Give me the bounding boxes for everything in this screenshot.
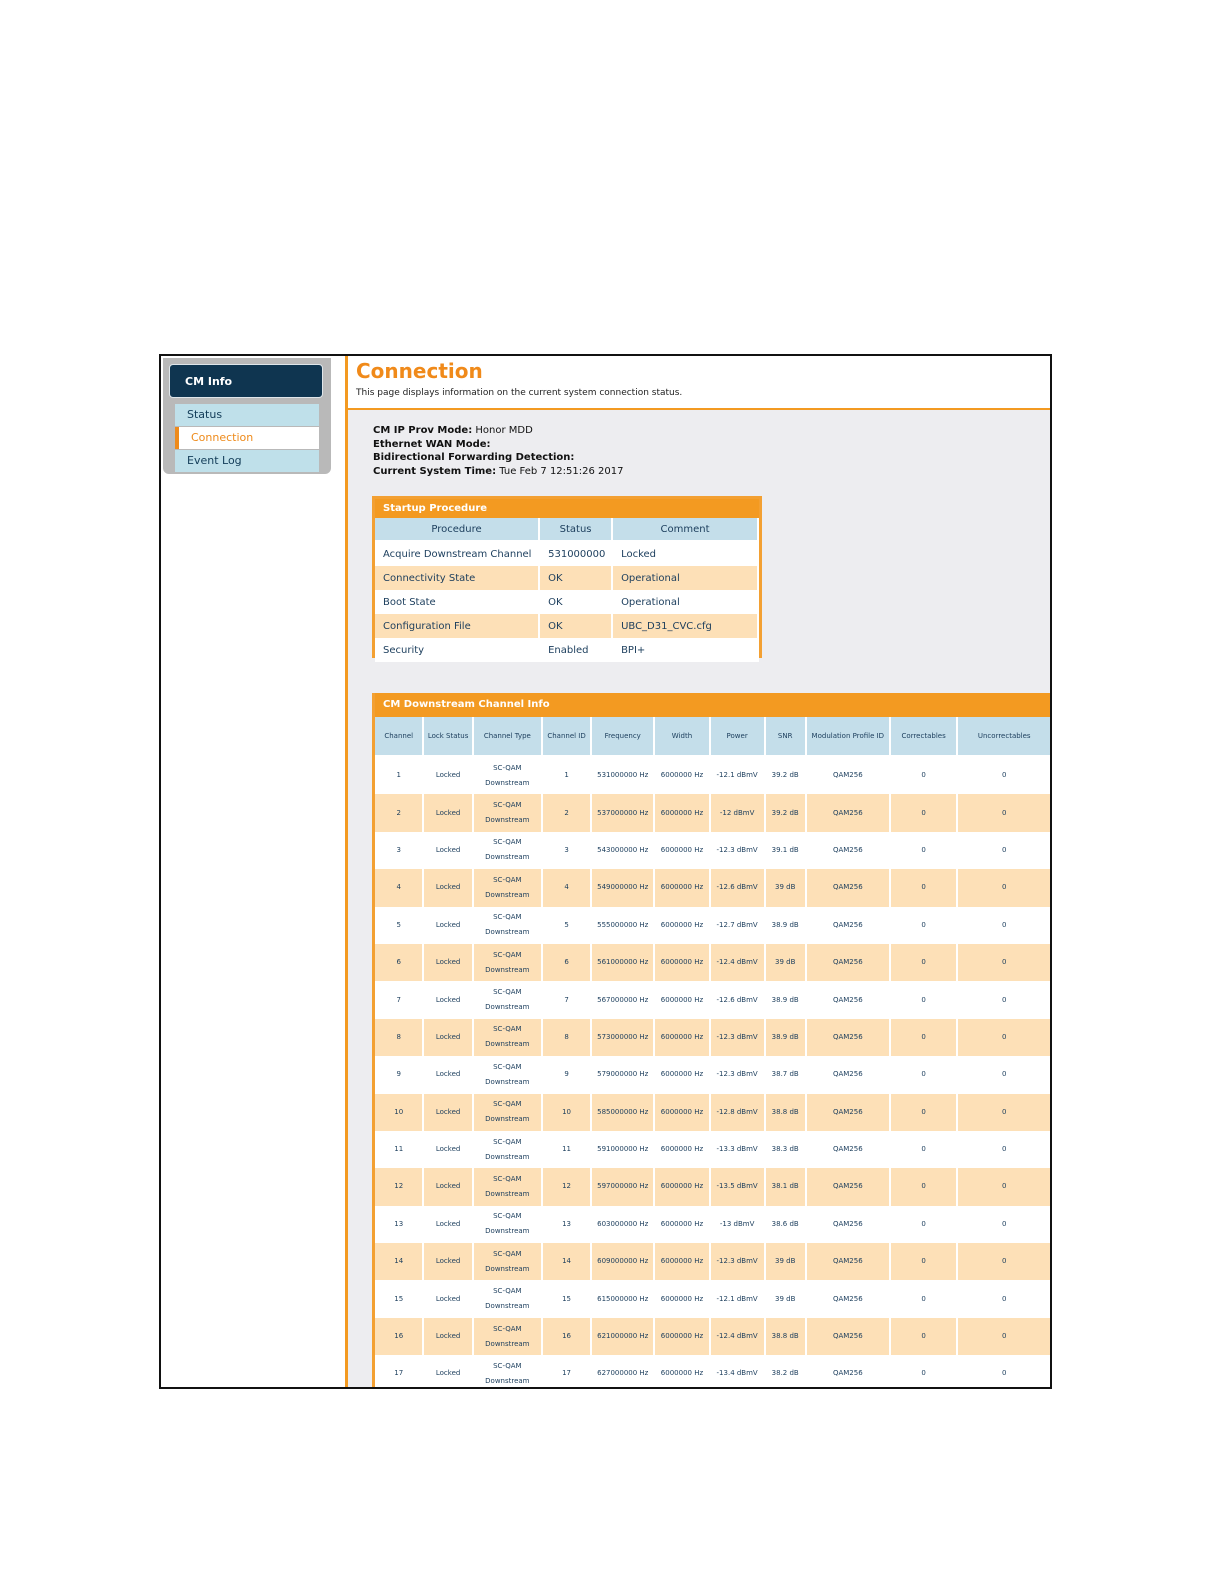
downstream-cell-channel: 8 bbox=[375, 1019, 424, 1056]
downstream-cell-channel-id: 16 bbox=[543, 1318, 592, 1355]
downstream-cell-lock-status: Locked bbox=[424, 794, 473, 831]
downstream-header-row bbox=[375, 717, 1052, 757]
downstream-cell-channel: 3 bbox=[375, 832, 424, 869]
downstream-cell-width: 6000000 Hz bbox=[655, 944, 711, 981]
downstream-cell-snr: 39 dB bbox=[766, 1280, 807, 1317]
sidebar-item-status[interactable]: Status bbox=[175, 404, 319, 426]
downstream-cell-channel-type: SC-QAM Downstream bbox=[474, 1056, 543, 1093]
downstream-cell-frequency: 573000000 Hz bbox=[592, 1019, 655, 1056]
downstream-cell-snr: 39 dB bbox=[766, 869, 807, 906]
downstream-cell-channel-id: 2 bbox=[543, 794, 592, 831]
downstream-cell-power: -12.6 dBmV bbox=[711, 869, 766, 906]
downstream-cell-snr: 39 dB bbox=[766, 1243, 807, 1280]
downstream-cell-power: -12.4 dBmV bbox=[711, 944, 766, 981]
downstream-channel-title: CM Downstream Channel Info bbox=[375, 693, 1052, 717]
downstream-cell-snr: 39 dB bbox=[766, 944, 807, 981]
downstream-cell-frequency: 585000000 Hz bbox=[592, 1094, 655, 1131]
downstream-cell-channel-type: SC-QAM Downstream bbox=[474, 1318, 543, 1355]
downstream-cell-power: -12.1 dBmV bbox=[711, 1280, 766, 1317]
system-info bbox=[373, 424, 624, 478]
downstream-cell-width: 6000000 Hz bbox=[655, 1280, 711, 1317]
downstream-cell-channel-type: SC-QAM Downstream bbox=[474, 907, 543, 944]
prov-mode-label: CM IP Prov Mode: bbox=[373, 425, 473, 436]
downstream-cell-modulation-profile: QAM256 bbox=[807, 1131, 891, 1168]
downstream-cell-channel: 12 bbox=[375, 1168, 424, 1205]
downstream-cell-lock-status: Locked bbox=[424, 1355, 473, 1389]
downstream-cell-width: 6000000 Hz bbox=[655, 1056, 711, 1093]
page-description: This page displays information on the current system connection status. bbox=[356, 388, 683, 398]
downstream-cell-width: 6000000 Hz bbox=[655, 1206, 711, 1243]
downstream-cell-snr: 38.2 dB bbox=[766, 1355, 807, 1389]
startup-procedure-panel bbox=[372, 496, 762, 658]
downstream-cell-channel-type: SC-QAM Downstream bbox=[474, 1094, 543, 1131]
downstream-cell-lock-status: Locked bbox=[424, 1131, 473, 1168]
downstream-cell-power: -12.1 dBmV bbox=[711, 757, 766, 794]
downstream-cell-uncorrectables: 0 bbox=[958, 1243, 1052, 1280]
downstream-cell-channel-type: SC-QAM Downstream bbox=[474, 944, 543, 981]
downstream-cell-uncorrectables: 0 bbox=[958, 757, 1052, 794]
downstream-cell-channel: 4 bbox=[375, 869, 424, 906]
downstream-cell-modulation-profile: QAM256 bbox=[807, 1206, 891, 1243]
downstream-row bbox=[375, 832, 1052, 869]
startup-cell-status: OK bbox=[540, 566, 613, 590]
downstream-cell-modulation-profile: QAM256 bbox=[807, 1318, 891, 1355]
downstream-cell-channel: 11 bbox=[375, 1131, 424, 1168]
startup-cell-comment: Locked bbox=[613, 542, 759, 566]
downstream-cell-uncorrectables: 0 bbox=[958, 1280, 1052, 1317]
downstream-col-channel-type: Channel Type bbox=[474, 717, 543, 757]
downstream-row bbox=[375, 1056, 1052, 1093]
downstream-row bbox=[375, 1168, 1052, 1205]
downstream-cell-channel: 13 bbox=[375, 1206, 424, 1243]
downstream-cell-modulation-profile: QAM256 bbox=[807, 1280, 891, 1317]
system-time-label: Current System Time: bbox=[373, 465, 497, 477]
downstream-cell-width: 6000000 Hz bbox=[655, 794, 711, 831]
downstream-cell-modulation-profile: QAM256 bbox=[807, 832, 891, 869]
downstream-cell-channel-type: SC-QAM Downstream bbox=[474, 1243, 543, 1280]
downstream-row bbox=[375, 757, 1052, 794]
downstream-row bbox=[375, 907, 1052, 944]
startup-cell-comment: UBC_D31_CVC.cfg bbox=[613, 614, 759, 638]
downstream-cell-width: 6000000 Hz bbox=[655, 832, 711, 869]
downstream-cell-modulation-profile: QAM256 bbox=[807, 794, 891, 831]
downstream-cell-channel-id: 6 bbox=[543, 944, 592, 981]
downstream-cell-channel-id: 1 bbox=[543, 757, 592, 794]
downstream-cell-uncorrectables: 0 bbox=[958, 869, 1052, 906]
startup-cell-comment: Operational bbox=[613, 566, 759, 590]
downstream-cell-correctables: 0 bbox=[891, 1131, 959, 1168]
downstream-cell-channel-id: 17 bbox=[543, 1355, 592, 1389]
downstream-cell-width: 6000000 Hz bbox=[655, 869, 711, 906]
downstream-cell-uncorrectables: 0 bbox=[958, 1131, 1052, 1168]
downstream-cell-channel-type: SC-QAM Downstream bbox=[474, 832, 543, 869]
prov-mode-row bbox=[373, 424, 624, 438]
downstream-cell-uncorrectables: 0 bbox=[958, 944, 1052, 981]
downstream-cell-width: 6000000 Hz bbox=[655, 1318, 711, 1355]
downstream-cell-width: 6000000 Hz bbox=[655, 1355, 711, 1389]
downstream-cell-modulation-profile: QAM256 bbox=[807, 1019, 891, 1056]
downstream-cell-channel: 10 bbox=[375, 1094, 424, 1131]
downstream-cell-channel-type: SC-QAM Downstream bbox=[474, 757, 543, 794]
startup-cell-procedure: Security bbox=[375, 638, 540, 662]
downstream-cell-uncorrectables: 0 bbox=[958, 1206, 1052, 1243]
downstream-cell-lock-status: Locked bbox=[424, 944, 473, 981]
prov-mode-value: Honor MDD bbox=[475, 425, 533, 436]
downstream-cell-modulation-profile: QAM256 bbox=[807, 1168, 891, 1205]
downstream-cell-channel-type: SC-QAM Downstream bbox=[474, 1131, 543, 1168]
startup-row bbox=[375, 614, 759, 638]
bfd-row bbox=[373, 451, 624, 465]
sidebar-item-event-log[interactable]: Event Log bbox=[175, 450, 319, 472]
downstream-cell-snr: 38.8 dB bbox=[766, 1094, 807, 1131]
downstream-cell-channel-id: 12 bbox=[543, 1168, 592, 1205]
downstream-cell-lock-status: Locked bbox=[424, 1019, 473, 1056]
downstream-cell-snr: 38.1 dB bbox=[766, 1168, 807, 1205]
downstream-cell-uncorrectables: 0 bbox=[958, 1355, 1052, 1389]
downstream-cell-frequency: 579000000 Hz bbox=[592, 1056, 655, 1093]
downstream-cell-power: -12.3 dBmV bbox=[711, 1019, 766, 1056]
downstream-cell-frequency: 561000000 Hz bbox=[592, 944, 655, 981]
downstream-cell-snr: 38.9 dB bbox=[766, 907, 807, 944]
downstream-cell-channel: 2 bbox=[375, 794, 424, 831]
downstream-cell-channel: 14 bbox=[375, 1243, 424, 1280]
downstream-cell-frequency: 549000000 Hz bbox=[592, 869, 655, 906]
downstream-cell-snr: 38.8 dB bbox=[766, 1318, 807, 1355]
downstream-cell-channel-id: 7 bbox=[543, 981, 592, 1018]
downstream-cell-uncorrectables: 0 bbox=[958, 1094, 1052, 1131]
downstream-cell-correctables: 0 bbox=[891, 1019, 959, 1056]
downstream-cell-lock-status: Locked bbox=[424, 1206, 473, 1243]
downstream-cell-power: -12.3 dBmV bbox=[711, 1243, 766, 1280]
downstream-cell-channel-id: 9 bbox=[543, 1056, 592, 1093]
downstream-cell-uncorrectables: 0 bbox=[958, 1019, 1052, 1056]
startup-cell-procedure: Configuration File bbox=[375, 614, 540, 638]
startup-header-row bbox=[375, 518, 759, 542]
downstream-col-uncorrectables: Uncorrectables bbox=[958, 717, 1052, 757]
startup-procedure-title: Startup Procedure bbox=[375, 499, 759, 518]
sidebar-header: CM Info bbox=[169, 364, 323, 398]
downstream-cell-power: -13 dBmV bbox=[711, 1206, 766, 1243]
startup-row bbox=[375, 542, 759, 566]
downstream-cell-snr: 39.2 dB bbox=[766, 757, 807, 794]
sidebar-item-connection[interactable]: Connection bbox=[175, 427, 319, 449]
downstream-cell-uncorrectables: 0 bbox=[958, 1318, 1052, 1355]
downstream-cell-frequency: 555000000 Hz bbox=[592, 907, 655, 944]
downstream-row bbox=[375, 869, 1052, 906]
downstream-row bbox=[375, 1131, 1052, 1168]
downstream-row bbox=[375, 1206, 1052, 1243]
downstream-cell-correctables: 0 bbox=[891, 981, 959, 1018]
downstream-cell-channel: 7 bbox=[375, 981, 424, 1018]
downstream-cell-frequency: 537000000 Hz bbox=[592, 794, 655, 831]
page-header bbox=[348, 356, 1050, 410]
startup-cell-procedure: Acquire Downstream Channel bbox=[375, 542, 540, 566]
downstream-cell-width: 6000000 Hz bbox=[655, 981, 711, 1018]
downstream-cell-channel-type: SC-QAM Downstream bbox=[474, 794, 543, 831]
downstream-cell-modulation-profile: QAM256 bbox=[807, 1355, 891, 1389]
downstream-row bbox=[375, 1280, 1052, 1317]
downstream-cell-lock-status: Locked bbox=[424, 1243, 473, 1280]
downstream-col-modulation-profile: Modulation Profile ID bbox=[807, 717, 891, 757]
downstream-cell-channel-id: 4 bbox=[543, 869, 592, 906]
downstream-cell-correctables: 0 bbox=[891, 944, 959, 981]
downstream-cell-uncorrectables: 0 bbox=[958, 1056, 1052, 1093]
downstream-cell-modulation-profile: QAM256 bbox=[807, 944, 891, 981]
downstream-cell-channel-type: SC-QAM Downstream bbox=[474, 1019, 543, 1056]
downstream-cell-lock-status: Locked bbox=[424, 1168, 473, 1205]
main-content bbox=[348, 410, 1050, 1387]
downstream-col-lock-status: Lock Status bbox=[424, 717, 473, 757]
downstream-channel-panel bbox=[372, 693, 1052, 1389]
downstream-cell-width: 6000000 Hz bbox=[655, 1168, 711, 1205]
startup-cell-status: Enabled bbox=[540, 638, 613, 662]
downstream-cell-frequency: 543000000 Hz bbox=[592, 832, 655, 869]
downstream-cell-channel: 6 bbox=[375, 944, 424, 981]
startup-cell-status: OK bbox=[540, 590, 613, 614]
downstream-cell-correctables: 0 bbox=[891, 1318, 959, 1355]
startup-cell-comment: Operational bbox=[613, 590, 759, 614]
downstream-col-channel: Channel bbox=[375, 717, 424, 757]
downstream-cell-lock-status: Locked bbox=[424, 907, 473, 944]
downstream-cell-correctables: 0 bbox=[891, 1355, 959, 1389]
startup-cell-status: 531000000 bbox=[540, 542, 613, 566]
downstream-cell-snr: 38.9 dB bbox=[766, 981, 807, 1018]
downstream-cell-width: 6000000 Hz bbox=[655, 907, 711, 944]
downstream-cell-correctables: 0 bbox=[891, 1056, 959, 1093]
downstream-cell-lock-status: Locked bbox=[424, 1094, 473, 1131]
downstream-cell-frequency: 609000000 Hz bbox=[592, 1243, 655, 1280]
downstream-cell-channel: 9 bbox=[375, 1056, 424, 1093]
downstream-cell-channel-id: 11 bbox=[543, 1131, 592, 1168]
downstream-cell-snr: 38.6 dB bbox=[766, 1206, 807, 1243]
downstream-cell-width: 6000000 Hz bbox=[655, 1131, 711, 1168]
downstream-cell-lock-status: Locked bbox=[424, 832, 473, 869]
downstream-cell-power: -12.6 dBmV bbox=[711, 981, 766, 1018]
downstream-cell-correctables: 0 bbox=[891, 1094, 959, 1131]
downstream-cell-frequency: 621000000 Hz bbox=[592, 1318, 655, 1355]
downstream-cell-snr: 38.7 dB bbox=[766, 1056, 807, 1093]
downstream-cell-modulation-profile: QAM256 bbox=[807, 1094, 891, 1131]
downstream-cell-correctables: 0 bbox=[891, 757, 959, 794]
downstream-cell-uncorrectables: 0 bbox=[958, 832, 1052, 869]
downstream-cell-uncorrectables: 0 bbox=[958, 794, 1052, 831]
downstream-cell-correctables: 0 bbox=[891, 907, 959, 944]
downstream-col-power: Power bbox=[711, 717, 766, 757]
downstream-cell-width: 6000000 Hz bbox=[655, 1094, 711, 1131]
downstream-cell-snr: 39.2 dB bbox=[766, 794, 807, 831]
downstream-cell-channel-id: 8 bbox=[543, 1019, 592, 1056]
downstream-cell-snr: 39.1 dB bbox=[766, 832, 807, 869]
downstream-row bbox=[375, 944, 1052, 981]
downstream-row bbox=[375, 1355, 1052, 1389]
downstream-cell-frequency: 615000000 Hz bbox=[592, 1280, 655, 1317]
downstream-cell-channel: 15 bbox=[375, 1280, 424, 1317]
downstream-cell-frequency: 531000000 Hz bbox=[592, 757, 655, 794]
downstream-cell-correctables: 0 bbox=[891, 1243, 959, 1280]
downstream-cell-frequency: 603000000 Hz bbox=[592, 1206, 655, 1243]
browser-frame bbox=[159, 354, 1052, 1389]
startup-cell-status: OK bbox=[540, 614, 613, 638]
downstream-cell-channel: 5 bbox=[375, 907, 424, 944]
downstream-col-width: Width bbox=[655, 717, 711, 757]
startup-cell-comment: BPI+ bbox=[613, 638, 759, 662]
downstream-col-correctables: Correctables bbox=[891, 717, 959, 757]
downstream-cell-lock-status: Locked bbox=[424, 981, 473, 1018]
downstream-cell-channel-id: 3 bbox=[543, 832, 592, 869]
downstream-cell-modulation-profile: QAM256 bbox=[807, 907, 891, 944]
startup-row bbox=[375, 638, 759, 662]
downstream-col-snr: SNR bbox=[766, 717, 807, 757]
downstream-cell-channel-type: SC-QAM Downstream bbox=[474, 1280, 543, 1317]
startup-row bbox=[375, 590, 759, 614]
downstream-cell-correctables: 0 bbox=[891, 1280, 959, 1317]
downstream-cell-correctables: 0 bbox=[891, 832, 959, 869]
downstream-cell-lock-status: Locked bbox=[424, 1280, 473, 1317]
downstream-cell-modulation-profile: QAM256 bbox=[807, 869, 891, 906]
bfd-label: Bidirectional Forwarding Detection: bbox=[373, 452, 575, 463]
downstream-cell-width: 6000000 Hz bbox=[655, 1243, 711, 1280]
downstream-cell-lock-status: Locked bbox=[424, 1318, 473, 1355]
downstream-cell-frequency: 567000000 Hz bbox=[592, 981, 655, 1018]
startup-cell-procedure: Boot State bbox=[375, 590, 540, 614]
startup-row bbox=[375, 566, 759, 590]
downstream-cell-snr: 38.3 dB bbox=[766, 1131, 807, 1168]
startup-cell-procedure: Connectivity State bbox=[375, 566, 540, 590]
downstream-cell-power: -12.8 dBmV bbox=[711, 1094, 766, 1131]
downstream-cell-frequency: 591000000 Hz bbox=[592, 1131, 655, 1168]
downstream-cell-power: -12.4 dBmV bbox=[711, 1318, 766, 1355]
startup-col-procedure: Procedure bbox=[375, 518, 540, 542]
downstream-cell-width: 6000000 Hz bbox=[655, 757, 711, 794]
downstream-cell-channel-type: SC-QAM Downstream bbox=[474, 1355, 543, 1389]
wan-mode-row bbox=[373, 438, 624, 452]
page-title: Connection bbox=[356, 359, 483, 383]
downstream-cell-frequency: 627000000 Hz bbox=[592, 1355, 655, 1389]
downstream-cell-channel-id: 5 bbox=[543, 907, 592, 944]
downstream-cell-channel: 1 bbox=[375, 757, 424, 794]
downstream-cell-correctables: 0 bbox=[891, 1206, 959, 1243]
downstream-cell-power: -13.5 dBmV bbox=[711, 1168, 766, 1205]
downstream-cell-power: -12.3 dBmV bbox=[711, 832, 766, 869]
sidebar bbox=[163, 358, 331, 474]
downstream-cell-channel-type: SC-QAM Downstream bbox=[474, 1168, 543, 1205]
startup-procedure-table bbox=[375, 518, 759, 662]
downstream-cell-channel-id: 14 bbox=[543, 1243, 592, 1280]
downstream-cell-power: -13.3 dBmV bbox=[711, 1131, 766, 1168]
downstream-row bbox=[375, 794, 1052, 831]
downstream-cell-uncorrectables: 0 bbox=[958, 907, 1052, 944]
wan-mode-label: Ethernet WAN Mode: bbox=[373, 438, 491, 450]
downstream-cell-channel-id: 10 bbox=[543, 1094, 592, 1131]
downstream-row bbox=[375, 1019, 1052, 1056]
system-time-row bbox=[373, 465, 624, 479]
downstream-cell-modulation-profile: QAM256 bbox=[807, 981, 891, 1018]
downstream-row bbox=[375, 981, 1052, 1018]
downstream-cell-correctables: 0 bbox=[891, 794, 959, 831]
downstream-cell-modulation-profile: QAM256 bbox=[807, 1056, 891, 1093]
downstream-cell-power: -12 dBmV bbox=[711, 794, 766, 831]
downstream-row bbox=[375, 1243, 1052, 1280]
startup-col-comment: Comment bbox=[613, 518, 759, 542]
downstream-cell-uncorrectables: 0 bbox=[958, 981, 1052, 1018]
downstream-cell-width: 6000000 Hz bbox=[655, 1019, 711, 1056]
downstream-cell-channel-type: SC-QAM Downstream bbox=[474, 981, 543, 1018]
startup-col-status: Status bbox=[540, 518, 613, 542]
downstream-cell-lock-status: Locked bbox=[424, 1056, 473, 1093]
downstream-cell-modulation-profile: QAM256 bbox=[807, 1243, 891, 1280]
downstream-channel-table bbox=[375, 717, 1052, 1389]
downstream-cell-channel-type: SC-QAM Downstream bbox=[474, 1206, 543, 1243]
system-time-value: Tue Feb 7 12:51:26 2017 bbox=[499, 465, 624, 477]
downstream-cell-lock-status: Locked bbox=[424, 757, 473, 794]
downstream-cell-channel-id: 15 bbox=[543, 1280, 592, 1317]
downstream-cell-snr: 38.9 dB bbox=[766, 1019, 807, 1056]
downstream-cell-channel: 16 bbox=[375, 1318, 424, 1355]
downstream-cell-frequency: 597000000 Hz bbox=[592, 1168, 655, 1205]
downstream-cell-channel: 17 bbox=[375, 1355, 424, 1389]
downstream-cell-modulation-profile: QAM256 bbox=[807, 757, 891, 794]
downstream-cell-power: -13.4 dBmV bbox=[711, 1355, 766, 1389]
downstream-cell-power: -12.3 dBmV bbox=[711, 1056, 766, 1093]
downstream-row bbox=[375, 1318, 1052, 1355]
downstream-cell-lock-status: Locked bbox=[424, 869, 473, 906]
downstream-cell-uncorrectables: 0 bbox=[958, 1168, 1052, 1205]
downstream-cell-correctables: 0 bbox=[891, 869, 959, 906]
downstream-cell-channel-type: SC-QAM Downstream bbox=[474, 869, 543, 906]
downstream-row bbox=[375, 1094, 1052, 1131]
downstream-col-channel-id: Channel ID bbox=[543, 717, 592, 757]
downstream-col-frequency: Frequency bbox=[592, 717, 655, 757]
downstream-cell-correctables: 0 bbox=[891, 1168, 959, 1205]
downstream-cell-power: -12.7 dBmV bbox=[711, 907, 766, 944]
downstream-cell-channel-id: 13 bbox=[543, 1206, 592, 1243]
